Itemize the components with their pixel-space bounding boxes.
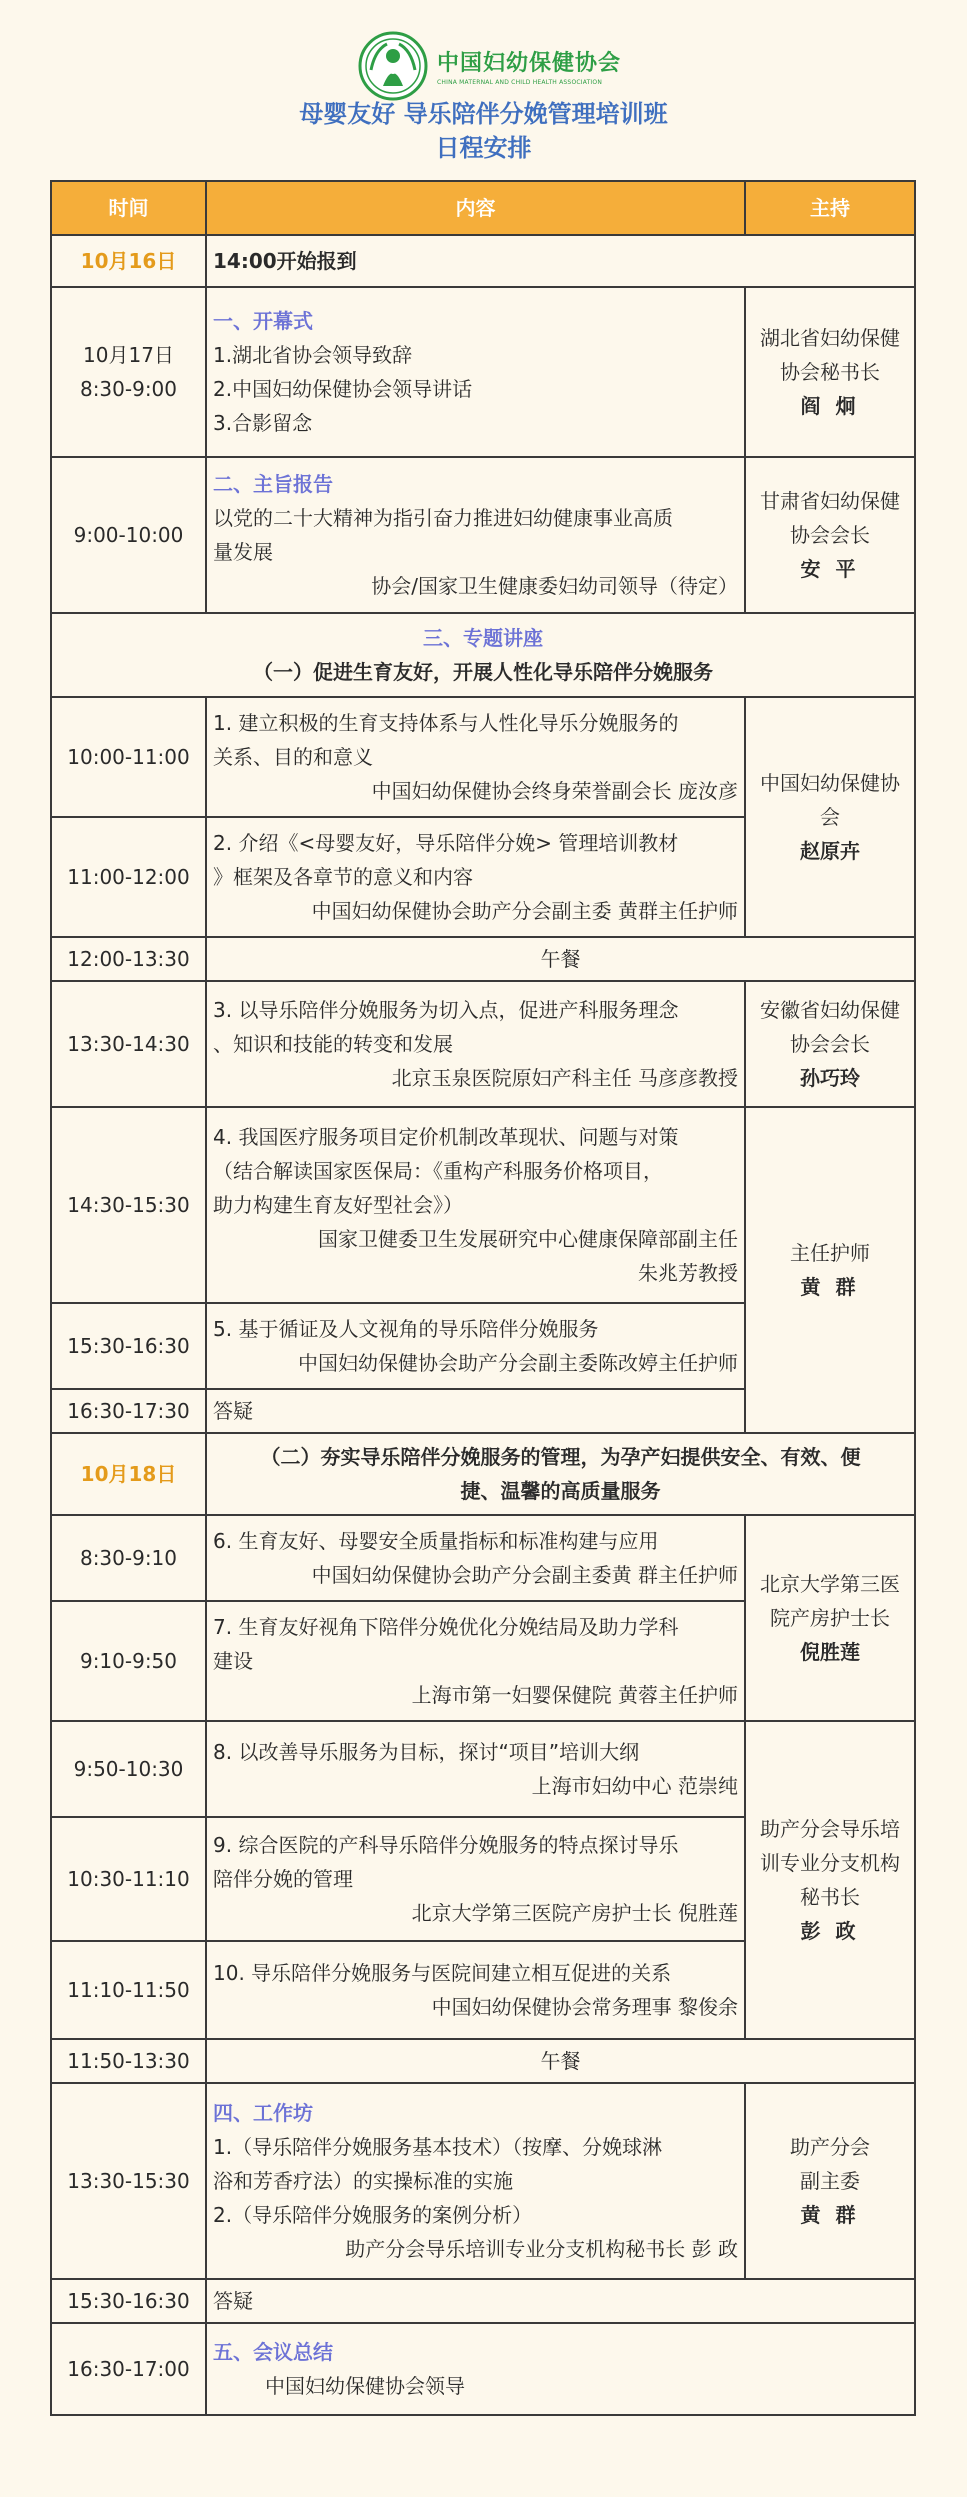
content-cell <box>206 1601 745 1721</box>
host-name: 黄 群 <box>800 1275 860 1299</box>
content-cell: 午餐 <box>206 937 915 981</box>
logo-name-en: CHINA MATERNAL AND CHILD HEALTH ASSOCIATION <box>437 79 603 86</box>
time-cell: 10:00-11:00 <box>51 697 206 817</box>
host-name: 阎 炯 <box>800 394 860 418</box>
table-header-row <box>51 181 915 235</box>
content-line: 建设 <box>213 1649 253 1673</box>
table-row <box>51 1107 915 1303</box>
host-org: 安徽省妇幼保健 <box>760 998 900 1022</box>
association-logo <box>357 30 621 102</box>
time-cell: 8:30-9:10 <box>51 1515 206 1601</box>
content-cell: 午餐 <box>206 2039 915 2083</box>
content-line: 3.合影留念 <box>213 411 313 435</box>
host-org: 会 <box>820 805 840 829</box>
content-line: 》框架及各章节的意义和内容 <box>213 865 473 889</box>
host-org: 协会会长 <box>790 523 870 547</box>
content-line: 关系、目的和意义 <box>213 745 373 769</box>
time-cell: 12:00-13:30 <box>51 937 206 981</box>
table-row <box>51 1433 915 1515</box>
host-cell <box>745 457 915 613</box>
content-cell <box>206 1303 745 1389</box>
content-cell <box>206 981 745 1107</box>
content-line: 4. 我国医疗服务项目定价机制改革现状、问题与对策 <box>213 1125 679 1149</box>
section-heading: 五、会议总结 <box>213 2340 333 2364</box>
time-cell: 11:10-11:50 <box>51 1941 206 2039</box>
content-cell <box>206 287 745 457</box>
section-subheading <box>206 1433 915 1515</box>
section-cell <box>51 613 915 697</box>
header-time: 时间 <box>51 181 206 235</box>
table-row <box>51 2279 915 2323</box>
table-row <box>51 2323 915 2415</box>
host-org: 副主委 <box>800 2169 860 2193</box>
content-cell <box>206 1941 745 2039</box>
content-cell <box>206 2083 745 2279</box>
content-line: 助力构建生育友好型社会》） <box>213 1193 463 1217</box>
content-cell <box>206 1107 745 1303</box>
content-line: 、知识和技能的转变和发展 <box>213 1032 453 1056</box>
date-cell: 10月16日 <box>51 235 206 287</box>
host-name: 倪胜莲 <box>800 1640 860 1664</box>
host-cell <box>745 1721 915 2039</box>
content-line: 2.（导乐陪伴分娩服务的案例分析） <box>213 2203 533 2227</box>
table-row <box>51 981 915 1107</box>
content-cell <box>206 1515 745 1601</box>
content-line: 6. 生育友好、母婴安全质量指标和标准构建与应用 <box>213 1529 659 1553</box>
content-cell <box>206 817 745 937</box>
host-cell <box>745 1107 915 1433</box>
date-cell: 10月18日 <box>51 1433 206 1515</box>
time-cell <box>51 287 206 457</box>
table-row <box>51 937 915 981</box>
host-name: 彭 政 <box>800 1919 860 1943</box>
host-name: 安 平 <box>800 557 860 581</box>
table-row <box>51 457 915 613</box>
content-line: 捷、温馨的高质量服务 <box>460 1479 661 1503</box>
time-cell: 9:50-10:30 <box>51 1721 206 1817</box>
speaker-line: 上海市妇幼中心 范崇纯 <box>531 1774 738 1798</box>
time-cell: 16:30-17:30 <box>51 1389 206 1433</box>
time-cell: 15:30-16:30 <box>51 2279 206 2323</box>
host-cell <box>745 697 915 937</box>
time-cell: 16:30-17:00 <box>51 2323 206 2415</box>
content-line: 浴和芳香疗法）的实操标准的实施 <box>213 2169 513 2193</box>
content-cell <box>206 697 745 817</box>
host-org: 助产分会 <box>790 2135 870 2159</box>
table-row <box>51 1515 915 1601</box>
speaker-line: 北京玉泉医院原妇产科主任 马彦彦教授 <box>391 1066 738 1090</box>
section-heading: 三、专题讲座 <box>423 626 543 650</box>
table-row <box>51 2083 915 2279</box>
logo-name-cn: 中国妇幼保健协会 <box>437 51 622 76</box>
host-org: 秘书长 <box>800 1885 860 1909</box>
maternal-child-emblem-icon <box>357 30 429 102</box>
content-line: 以党的二十大精神为指引奋力推进妇幼健康事业高质 <box>213 506 673 530</box>
content-line: 9. 综合医院的产科导乐陪伴分娩服务的特点探讨导乐 <box>213 1833 679 1857</box>
header-content: 内容 <box>206 181 745 235</box>
host-org: 中国妇幼保健协 <box>760 771 900 795</box>
time-cell: 9:00-10:00 <box>51 457 206 613</box>
content-line: 1.（导乐陪伴分娩服务基本技术）（按摩、分娩球淋 <box>213 2135 663 2159</box>
content-cell <box>206 1721 745 1817</box>
date-label: 10月17日 <box>83 343 174 367</box>
content-line: （结合解读国家医保局：《重构产科服务价格项目， <box>213 1159 663 1183</box>
host-org: 湖北省妇幼保健 <box>760 326 900 350</box>
host-cell <box>745 287 915 457</box>
content-line: 7. 生育友好视角下陪伴分娩优化分娩结局及助力学科 <box>213 1615 679 1639</box>
table-row <box>51 287 915 457</box>
host-name: 黄 群 <box>800 2203 860 2227</box>
speaker-line: 助产分会导乐培训专业分支机构秘书长 彭 政 <box>345 2237 738 2261</box>
host-org: 训专业分支机构 <box>760 1851 900 1875</box>
content-line: 8. 以改善导乐服务为目标，探讨“项目”培训大纲 <box>213 1740 640 1764</box>
section-row <box>51 613 915 697</box>
speaker-line: 中国妇幼保健协会助产分会副主委黄 群主任护师 <box>311 1563 738 1587</box>
content-line: （二）夯实导乐陪伴分娩服务的管理，为孕产妇提供安全、有效、便 <box>260 1445 861 1469</box>
host-cell <box>745 2083 915 2279</box>
host-org: 主任护师 <box>790 1241 870 1265</box>
content-cell <box>206 457 745 613</box>
speaker-line: 朱兆芳教授 <box>638 1261 738 1285</box>
host-org: 院产房护士长 <box>770 1606 890 1630</box>
content-line: 陪伴分娩的管理 <box>213 1867 353 1891</box>
time-cell: 14:30-15:30 <box>51 1107 206 1303</box>
page-title: 母婴友好 导乐陪伴分娩管理培训班 <box>299 100 668 128</box>
speaker-line: 协会/国家卫生健康委妇幼司领导（待定） <box>371 574 738 598</box>
speaker-line: 中国妇幼保健协会领导 <box>265 2374 465 2398</box>
time-cell: 13:30-15:30 <box>51 2083 206 2279</box>
host-org: 北京大学第三医 <box>760 1572 900 1596</box>
speaker-line: 上海市第一妇婴保健院 黄蓉主任护师 <box>411 1683 738 1707</box>
speaker-line: 国家卫健委卫生发展研究中心健康保障部副主任 <box>318 1227 738 1251</box>
content-line: 2. 介绍《<母婴友好，导乐陪伴分娩> 管理培训教材 <box>213 831 679 855</box>
speaker-line: 北京大学第三医院产房护士长 倪胜莲 <box>411 1901 738 1925</box>
time-cell: 13:30-14:30 <box>51 981 206 1107</box>
content-cell <box>206 2323 915 2415</box>
content-cell <box>206 1817 745 1941</box>
host-cell <box>745 981 915 1107</box>
section-heading: 四、工作坊 <box>213 2101 313 2125</box>
host-name: 赵原卉 <box>800 839 860 863</box>
time-cell: 15:30-16:30 <box>51 1303 206 1389</box>
content-line: 3. 以导乐陪伴分娩服务为切入点，促进产科服务理念 <box>213 998 679 1022</box>
host-org: 协会秘书长 <box>780 360 880 384</box>
host-org: 甘肃省妇幼保健 <box>760 489 900 513</box>
host-org: 助产分会导乐培 <box>760 1817 900 1841</box>
speaker-line: 中国妇幼保健协会助产分会副主委陈改婷主任护师 <box>298 1351 738 1375</box>
table-row <box>51 235 915 287</box>
content-cell: 答疑 <box>206 2279 915 2323</box>
table-row <box>51 1721 915 1817</box>
section-subheading: （一）促进生育友好，开展人性化导乐陪伴分娩服务 <box>253 660 713 684</box>
section-heading: 二、主旨报告 <box>213 472 333 496</box>
content-line: 5. 基于循证及人文视角的导乐陪伴分娩服务 <box>213 1317 599 1341</box>
content-line: 1. 建立积极的生育支持体系与人性化导乐分娩服务的 <box>213 711 679 735</box>
content-line: 量发展 <box>213 540 273 564</box>
content-line: 1.湖北省协会领导致辞 <box>213 343 413 367</box>
time-cell: 11:50-13:30 <box>51 2039 206 2083</box>
page-header <box>0 0 967 175</box>
content-line: 2.中国妇幼保健协会领导讲话 <box>213 377 473 401</box>
time-cell: 11:00-12:00 <box>51 817 206 937</box>
speaker-line: 中国妇幼保健协会终身荣誉副会长 庞汝彦 <box>371 779 738 803</box>
table-row <box>51 2039 915 2083</box>
speaker-line: 中国妇幼保健协会常务理事 黎俊余 <box>431 1995 738 2019</box>
header-host: 主持 <box>745 181 915 235</box>
host-org: 协会会长 <box>790 1032 870 1056</box>
time-cell: 9:10-9:50 <box>51 1601 206 1721</box>
host-name: 孙巧玲 <box>800 1066 860 1090</box>
speaker-line: 中国妇幼保健协会助产分会副主委 黄群主任护师 <box>311 899 738 923</box>
time-cell: 10:30-11:10 <box>51 1817 206 1941</box>
time-label: 8:30-9:00 <box>79 377 178 401</box>
section-heading: 一、开幕式 <box>213 309 313 333</box>
content-line: 10. 导乐陪伴分娩服务与医院间建立相互促进的关系 <box>213 1961 672 1985</box>
page-subtitle: 日程安排 <box>435 134 532 162</box>
content-cell: 14:00开始报到 <box>206 235 915 287</box>
host-cell <box>745 1515 915 1721</box>
content-cell: 答疑 <box>206 1389 745 1433</box>
table-row <box>51 697 915 817</box>
schedule-table <box>50 180 916 2416</box>
